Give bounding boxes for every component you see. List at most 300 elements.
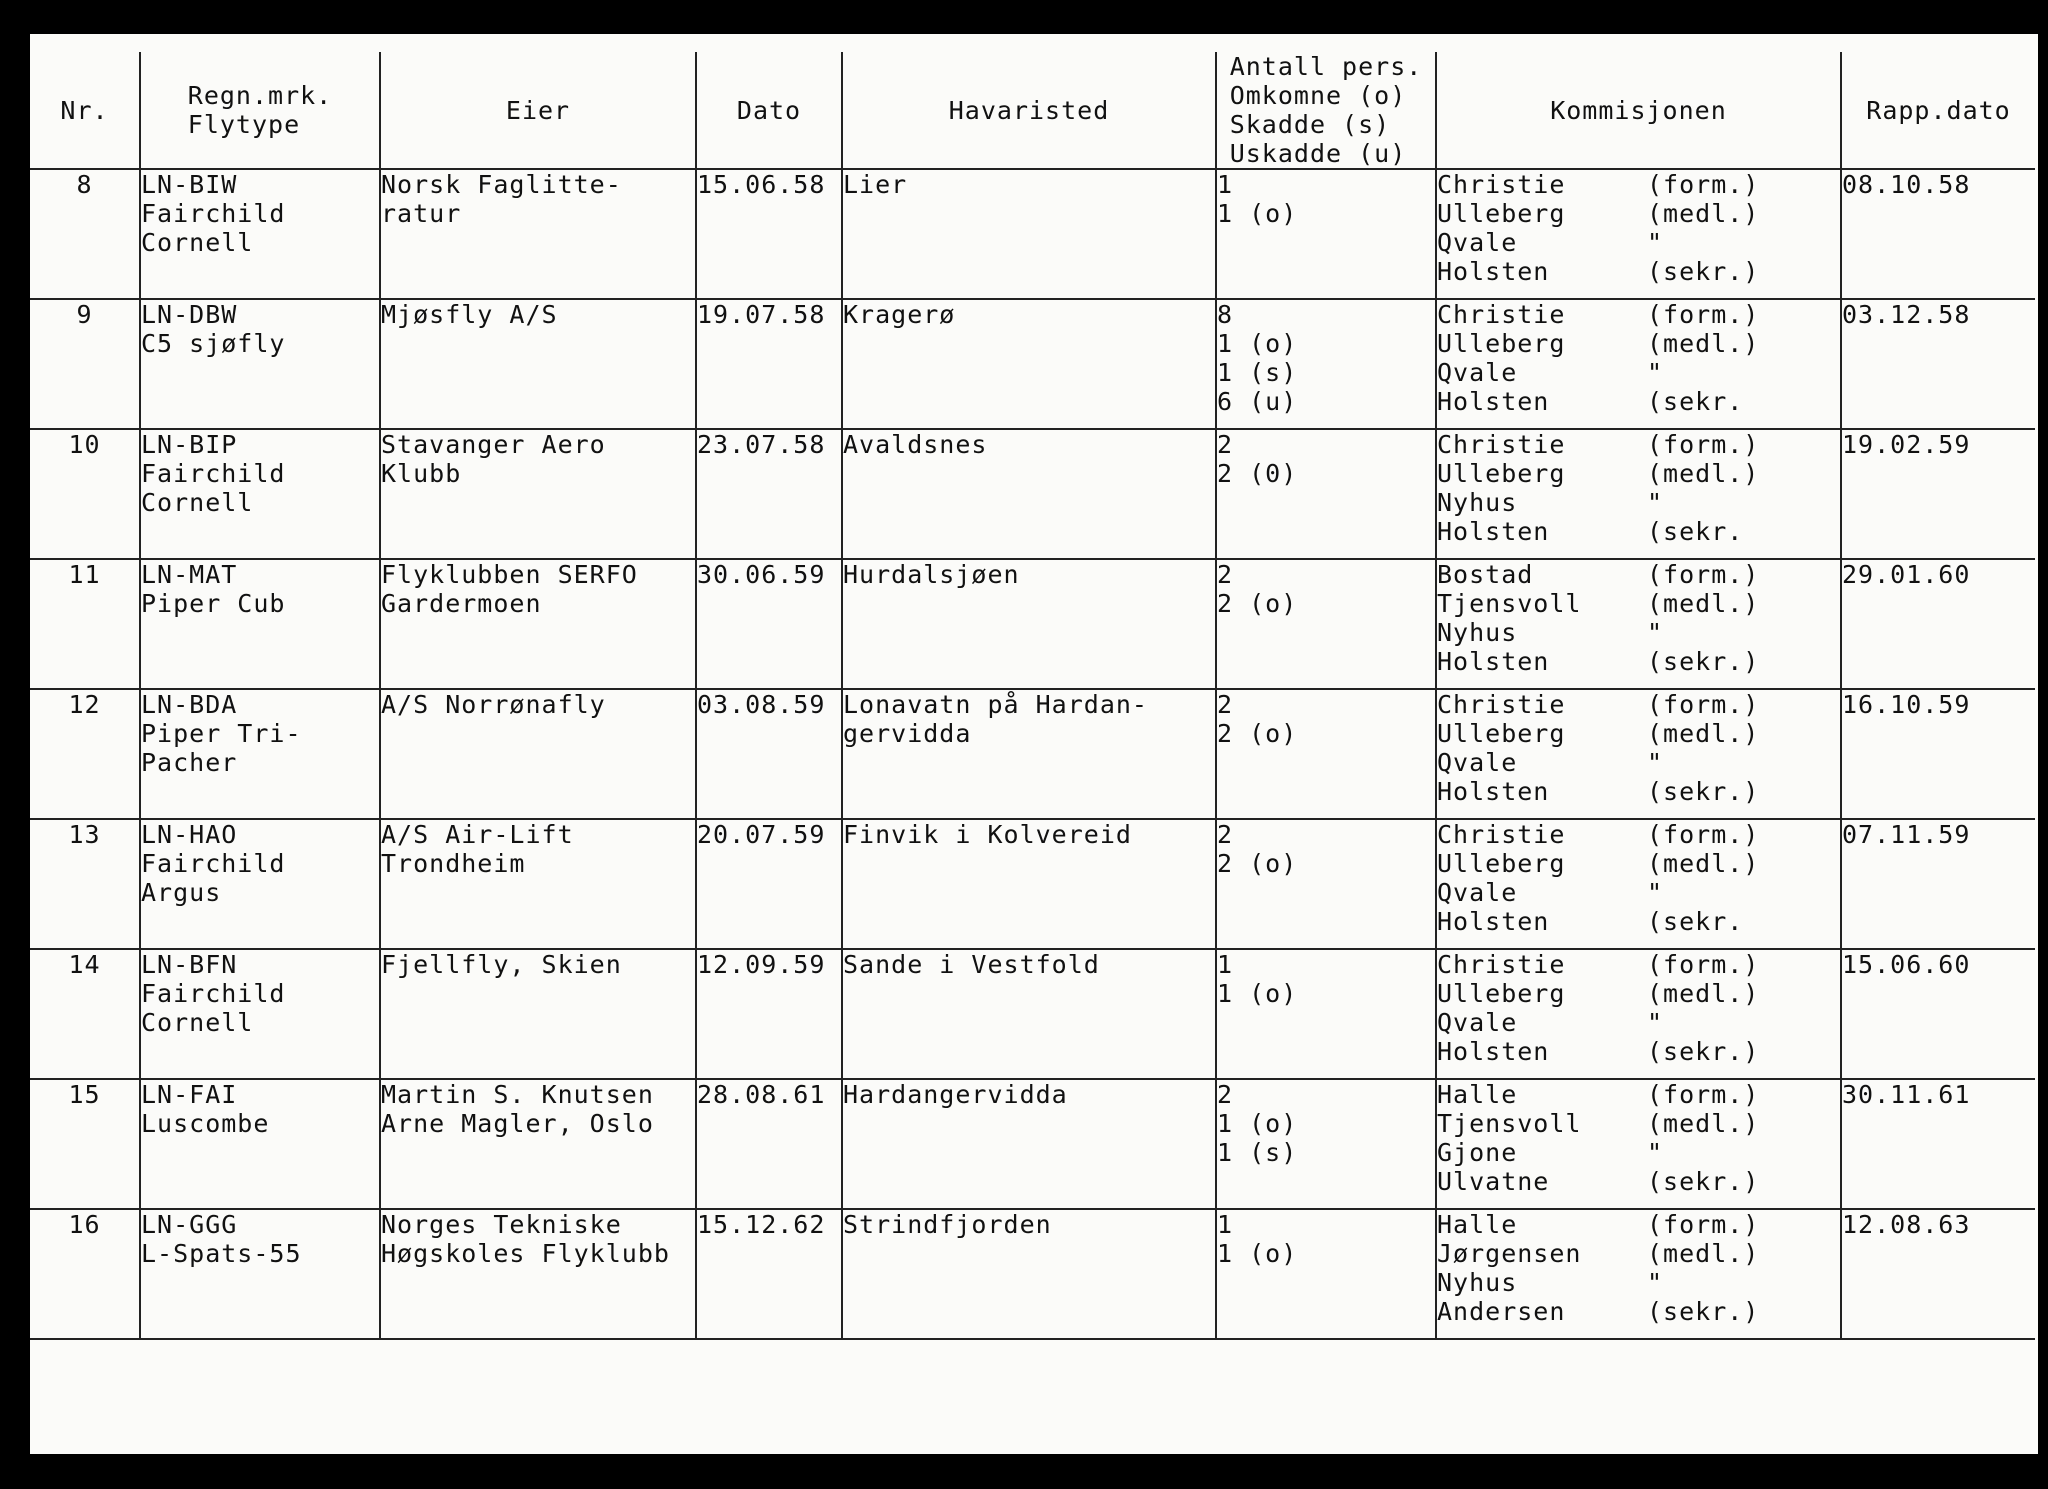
aircraft-cell [140,169,380,299]
report-date-cell [1841,299,2035,429]
persons-line: 1 (o) [1217,329,1298,358]
commission-member [1437,1239,1840,1268]
aircraft-line: Cornell [141,228,254,257]
row-number-cell [30,169,140,299]
owner-cell [380,429,696,559]
date-cell [696,1209,842,1339]
persons-line: 1 (o) [1217,1109,1298,1138]
member-role: (sekr. [1647,517,1744,546]
accident-date: 19.07.58 [697,300,826,329]
commission-member [1437,170,1840,199]
member-name: Christie [1437,950,1566,979]
owner-cell [380,1079,696,1209]
aircraft-line: LN-FAI [141,1080,238,1109]
member-name: Holsten [1437,777,1550,806]
aircraft-line: LN-BIW [141,170,238,199]
row-number: 9 [76,300,93,329]
document-sheet [30,34,2038,1454]
row-number-cell [30,429,140,559]
header-date: Dato [696,52,842,169]
persons-line: 1 (s) [1217,358,1298,387]
commission-cell [1436,689,1841,819]
member-name: Qvale [1437,748,1518,777]
member-name: Qvale [1437,1008,1518,1037]
commission-member [1437,690,1840,719]
member-role: (sekr. [1647,907,1744,936]
owner-line: Gardermoen [381,589,542,618]
member-role: (form.) [1647,300,1760,329]
row-number-cell [30,299,140,429]
member-role: " [1647,878,1664,907]
member-role: (sekr.) [1647,777,1760,806]
site-line: Hardangervidda [843,1080,1068,1109]
row-number: 15 [68,1080,101,1109]
commission-cell [1436,949,1841,1079]
owner-cell [380,299,696,429]
member-name: Qvale [1437,878,1518,907]
aircraft-line: LN-DBW [141,300,238,329]
member-role: (medl.) [1647,979,1760,1008]
persons-line: 2 [1217,690,1234,719]
header-persons-killed: Omkomne (o) [1229,81,1407,110]
site-cell [842,1079,1216,1209]
member-role: " [1647,748,1664,777]
date-cell [696,299,842,429]
report-date-cell [1841,1079,2035,1209]
commission-member [1437,907,1840,936]
owner-cell [380,1209,696,1339]
row-number-cell [30,1079,140,1209]
row-number: 16 [68,1210,101,1239]
member-name: Tjensvoll [1437,1109,1582,1138]
aircraft-line: LN-BDA [141,690,238,719]
aircraft-line: Luscombe [141,1109,270,1138]
persons-cell [1216,1079,1436,1209]
commission-member [1437,1008,1840,1037]
site-line: Kragerø [843,300,956,329]
owner-line: A/S Air-Lift [381,820,574,849]
accident-date: 15.06.58 [697,170,826,199]
member-name: Christie [1437,170,1566,199]
row-number: 14 [68,950,101,979]
commission-member [1437,358,1840,387]
member-name: Tjensvoll [1437,589,1582,618]
accident-register-table [30,52,2035,1340]
persons-line: 6 (u) [1217,387,1298,416]
member-role: " [1647,1138,1664,1167]
commission-cell [1436,169,1841,299]
site-cell [842,949,1216,1079]
member-role: " [1647,358,1664,387]
aircraft-cell [140,1079,380,1209]
report-date: 29.01.60 [1842,560,1971,589]
member-name: Ulleberg [1437,459,1566,488]
report-date: 15.06.60 [1842,950,1971,979]
member-name: Christie [1437,430,1566,459]
member-name: Ulleberg [1437,199,1566,228]
commission-member [1437,647,1840,676]
owner-line: Norges Tekniske [381,1210,622,1239]
report-date-cell [1841,819,2035,949]
accident-date: 23.07.58 [697,430,826,459]
member-role: (sekr.) [1647,1167,1760,1196]
aircraft-line: C5 sjøfly [141,329,286,358]
member-name: Nyhus [1437,488,1518,517]
report-date: 12.08.63 [1842,1210,1971,1239]
report-date-cell [1841,949,2035,1079]
persons-line: 1 [1217,170,1234,199]
owner-line: Arne Magler, Oslo [381,1109,654,1138]
aircraft-line: Fairchild [141,979,286,1008]
commission-member [1437,777,1840,806]
owner-line: ratur [381,199,462,228]
commission-member [1437,430,1840,459]
site-line: Avaldsnes [843,430,988,459]
row-number-cell [30,559,140,689]
member-name: Ulleberg [1437,719,1566,748]
member-role: (form.) [1647,950,1760,979]
site-cell [842,819,1216,949]
site-cell [842,169,1216,299]
commission-member [1437,459,1840,488]
member-name: Christie [1437,690,1566,719]
owner-cell [380,949,696,1079]
owner-cell [380,559,696,689]
site-cell [842,559,1216,689]
persons-cell [1216,169,1436,299]
row-number-cell [30,949,140,1079]
header-row [30,52,2035,169]
site-cell [842,429,1216,559]
aircraft-cell [140,1209,380,1339]
row-number-cell [30,689,140,819]
commission-member [1437,1297,1840,1326]
commission-member [1437,387,1840,416]
site-line: Lonavatn på Hardan- [843,690,1148,719]
member-name: Ulleberg [1437,849,1566,878]
commission-member [1437,1080,1840,1109]
persons-line: 1 [1217,1210,1234,1239]
row-number: 10 [68,430,101,459]
member-role: (medl.) [1647,1239,1760,1268]
date-cell [696,819,842,949]
row-number-cell [30,1209,140,1339]
commission-member [1437,849,1840,878]
aircraft-line: Cornell [141,1008,254,1037]
member-role: (medl.) [1647,849,1760,878]
owner-line: Trondheim [381,849,526,878]
commission-cell [1436,559,1841,689]
persons-cell [1216,949,1436,1079]
header-site: Havaristed [842,52,1216,169]
commission-member [1437,1037,1840,1066]
table-row [30,1209,2035,1339]
persons-line: 2 [1217,1080,1234,1109]
owner-line: Stavanger Aero [381,430,606,459]
commission-cell [1436,1209,1841,1339]
site-line: gervidda [843,719,972,748]
row-number: 12 [68,690,101,719]
owner-line: Fjellfly, Skien [381,950,622,979]
member-name: Bostad [1437,560,1534,589]
aircraft-line: LN-BFN [141,950,238,979]
persons-line: 2 [1217,430,1234,459]
report-date: 30.11.61 [1842,1080,1971,1109]
member-name: Gjone [1437,1138,1518,1167]
commission-member [1437,950,1840,979]
member-role: (sekr.) [1647,647,1760,676]
aircraft-cell [140,819,380,949]
aircraft-line: Pacher [141,748,238,777]
table-row [30,819,2035,949]
commission-member [1437,329,1840,358]
header-persons-uninjured: Uskadde (u) [1229,139,1407,168]
accident-date: 28.08.61 [697,1080,826,1109]
report-date-cell [1841,429,2035,559]
site-cell [842,1209,1216,1339]
row-number: 11 [68,560,101,589]
persons-cell [1216,559,1436,689]
report-date: 03.12.58 [1842,300,1971,329]
persons-cell [1216,689,1436,819]
commission-member [1437,979,1840,1008]
persons-cell [1216,299,1436,429]
member-name: Andersen [1437,1297,1566,1326]
commission-member [1437,1138,1840,1167]
member-name: Holsten [1437,647,1550,676]
aircraft-line: LN-HAO [141,820,238,849]
member-role: (medl.) [1647,1109,1760,1138]
member-name: Halle [1437,1080,1518,1109]
aircraft-cell [140,949,380,1079]
member-role: (form.) [1647,430,1760,459]
report-date: 08.10.58 [1842,170,1971,199]
member-role: (form.) [1647,560,1760,589]
aircraft-line: L-Spats-55 [141,1239,302,1268]
persons-line: 2 (0) [1217,459,1298,488]
commission-member [1437,719,1840,748]
member-role: (sekr.) [1647,257,1760,286]
accident-date: 20.07.59 [697,820,826,849]
aircraft-line: Argus [141,878,222,907]
header-aircraft-type: Flytype [187,110,301,139]
aircraft-cell [140,559,380,689]
row-number: 8 [76,170,93,199]
commission-member [1437,589,1840,618]
member-role: (medl.) [1647,459,1760,488]
report-date-cell [1841,559,2035,689]
member-role: " [1647,1008,1664,1037]
persons-line: 1 (o) [1217,979,1298,1008]
member-role: (form.) [1647,170,1760,199]
accident-date: 30.06.59 [697,560,826,589]
header-owner: Eier [380,52,696,169]
date-cell [696,559,842,689]
owner-cell [380,169,696,299]
commission-member [1437,1109,1840,1138]
owner-line: Høgskoles Flyklubb [381,1239,670,1268]
accident-date: 03.08.59 [697,690,826,719]
aircraft-line: Fairchild [141,199,286,228]
date-cell [696,949,842,1079]
member-role: (form.) [1647,1080,1760,1109]
accident-date: 12.09.59 [697,950,826,979]
aircraft-cell [140,689,380,819]
owner-line: Flyklubben SERFO [381,560,638,589]
commission-member [1437,820,1840,849]
commission-member [1437,878,1840,907]
aircraft-cell [140,299,380,429]
header-report-date: Rapp.dato [1841,52,2035,169]
member-name: Holsten [1437,907,1550,936]
report-date-cell [1841,1209,2035,1339]
persons-cell [1216,429,1436,559]
owner-cell [380,819,696,949]
date-cell [696,169,842,299]
report-date: 07.11.59 [1842,820,1971,849]
table-row [30,559,2035,689]
header-commission: Kommisjonen [1436,52,1841,169]
persons-line: 2 (o) [1217,589,1298,618]
persons-line: 1 (o) [1217,1239,1298,1268]
aircraft-line: LN-GGG [141,1210,238,1239]
site-line: Sande i Vestfold [843,950,1100,979]
row-number: 13 [68,820,101,849]
persons-line: 1 [1217,950,1234,979]
aircraft-line: LN-MAT [141,560,238,589]
commission-member [1437,228,1840,257]
commission-cell [1436,299,1841,429]
header-registration-type [140,52,380,169]
persons-line: 1 (o) [1217,199,1298,228]
commission-member [1437,748,1840,777]
commission-cell [1436,819,1841,949]
owner-line: Mjøsfly A/S [381,300,558,329]
member-role: (form.) [1647,1210,1760,1239]
owner-line: A/S Norrønafly [381,690,606,719]
commission-member [1437,618,1840,647]
member-name: Holsten [1437,257,1550,286]
commission-cell [1436,1079,1841,1209]
member-role: (medl.) [1647,199,1760,228]
commission-member [1437,199,1840,228]
header-persons-total: Antall pers. [1229,52,1423,81]
report-date: 19.02.59 [1842,430,1971,459]
member-role: (sekr. [1647,387,1744,416]
site-cell [842,299,1216,429]
aircraft-line: Piper Cub [141,589,286,618]
owner-line: Martin S. Knutsen [381,1080,654,1109]
member-role: (sekr.) [1647,1037,1760,1066]
member-name: Nyhus [1437,618,1518,647]
member-role: (form.) [1647,690,1760,719]
table-row [30,169,2035,299]
report-date: 16.10.59 [1842,690,1971,719]
member-role: (medl.) [1647,589,1760,618]
member-name: Nyhus [1437,1268,1518,1297]
commission-member [1437,257,1840,286]
persons-line: 2 (o) [1217,719,1298,748]
persons-cell [1216,1209,1436,1339]
header-registration: Regn.mrk. [187,81,333,110]
table-row [30,299,2035,429]
header-persons [1216,52,1436,169]
member-name: Jørgensen [1437,1239,1582,1268]
site-line: Hurdalsjøen [843,560,1020,589]
member-role: " [1647,228,1664,257]
aircraft-line: Piper Tri- [141,719,302,748]
member-name: Halle [1437,1210,1518,1239]
site-line: Strindfjorden [843,1210,1052,1239]
site-line: Finvik i Kolvereid [843,820,1132,849]
table-row [30,689,2035,819]
member-role: " [1647,488,1664,517]
member-name: Ulvatne [1437,1167,1550,1196]
commission-member [1437,488,1840,517]
site-cell [842,689,1216,819]
commission-member [1437,1210,1840,1239]
header-nr: Nr. [30,52,140,169]
site-line: Lier [843,170,908,199]
report-date-cell [1841,689,2035,819]
table-row [30,429,2035,559]
persons-line: 2 (o) [1217,849,1298,878]
member-name: Christie [1437,300,1566,329]
member-role: (form.) [1647,820,1760,849]
owner-line: Klubb [381,459,462,488]
member-role: " [1647,1268,1664,1297]
member-role: (medl.) [1647,719,1760,748]
commission-cell [1436,429,1841,559]
member-role: " [1647,618,1664,647]
report-date-cell [1841,169,2035,299]
owner-line: Norsk Faglitte- [381,170,622,199]
aircraft-line: Fairchild [141,459,286,488]
date-cell [696,429,842,559]
persons-line: 1 (s) [1217,1138,1298,1167]
aircraft-line: Cornell [141,488,254,517]
commission-member [1437,300,1840,329]
persons-line: 2 [1217,820,1234,849]
commission-member [1437,517,1840,546]
member-role: (medl.) [1647,329,1760,358]
aircraft-cell [140,429,380,559]
member-name: Christie [1437,820,1566,849]
header-persons-injured: Skadde (s) [1229,110,1391,139]
member-name: Qvale [1437,358,1518,387]
commission-member [1437,560,1840,589]
commission-member [1437,1167,1840,1196]
date-cell [696,689,842,819]
member-role: (sekr.) [1647,1297,1760,1326]
member-name: Holsten [1437,387,1550,416]
owner-cell [380,689,696,819]
table-row [30,1079,2035,1209]
date-cell [696,1079,842,1209]
member-name: Ulleberg [1437,329,1566,358]
persons-line: 8 [1217,300,1234,329]
member-name: Holsten [1437,517,1550,546]
member-name: Qvale [1437,228,1518,257]
aircraft-line: LN-BIP [141,430,238,459]
aircraft-line: Fairchild [141,849,286,878]
member-name: Holsten [1437,1037,1550,1066]
persons-cell [1216,819,1436,949]
table-row [30,949,2035,1079]
accident-date: 15.12.62 [697,1210,826,1239]
row-number-cell [30,819,140,949]
persons-line: 2 [1217,560,1234,589]
